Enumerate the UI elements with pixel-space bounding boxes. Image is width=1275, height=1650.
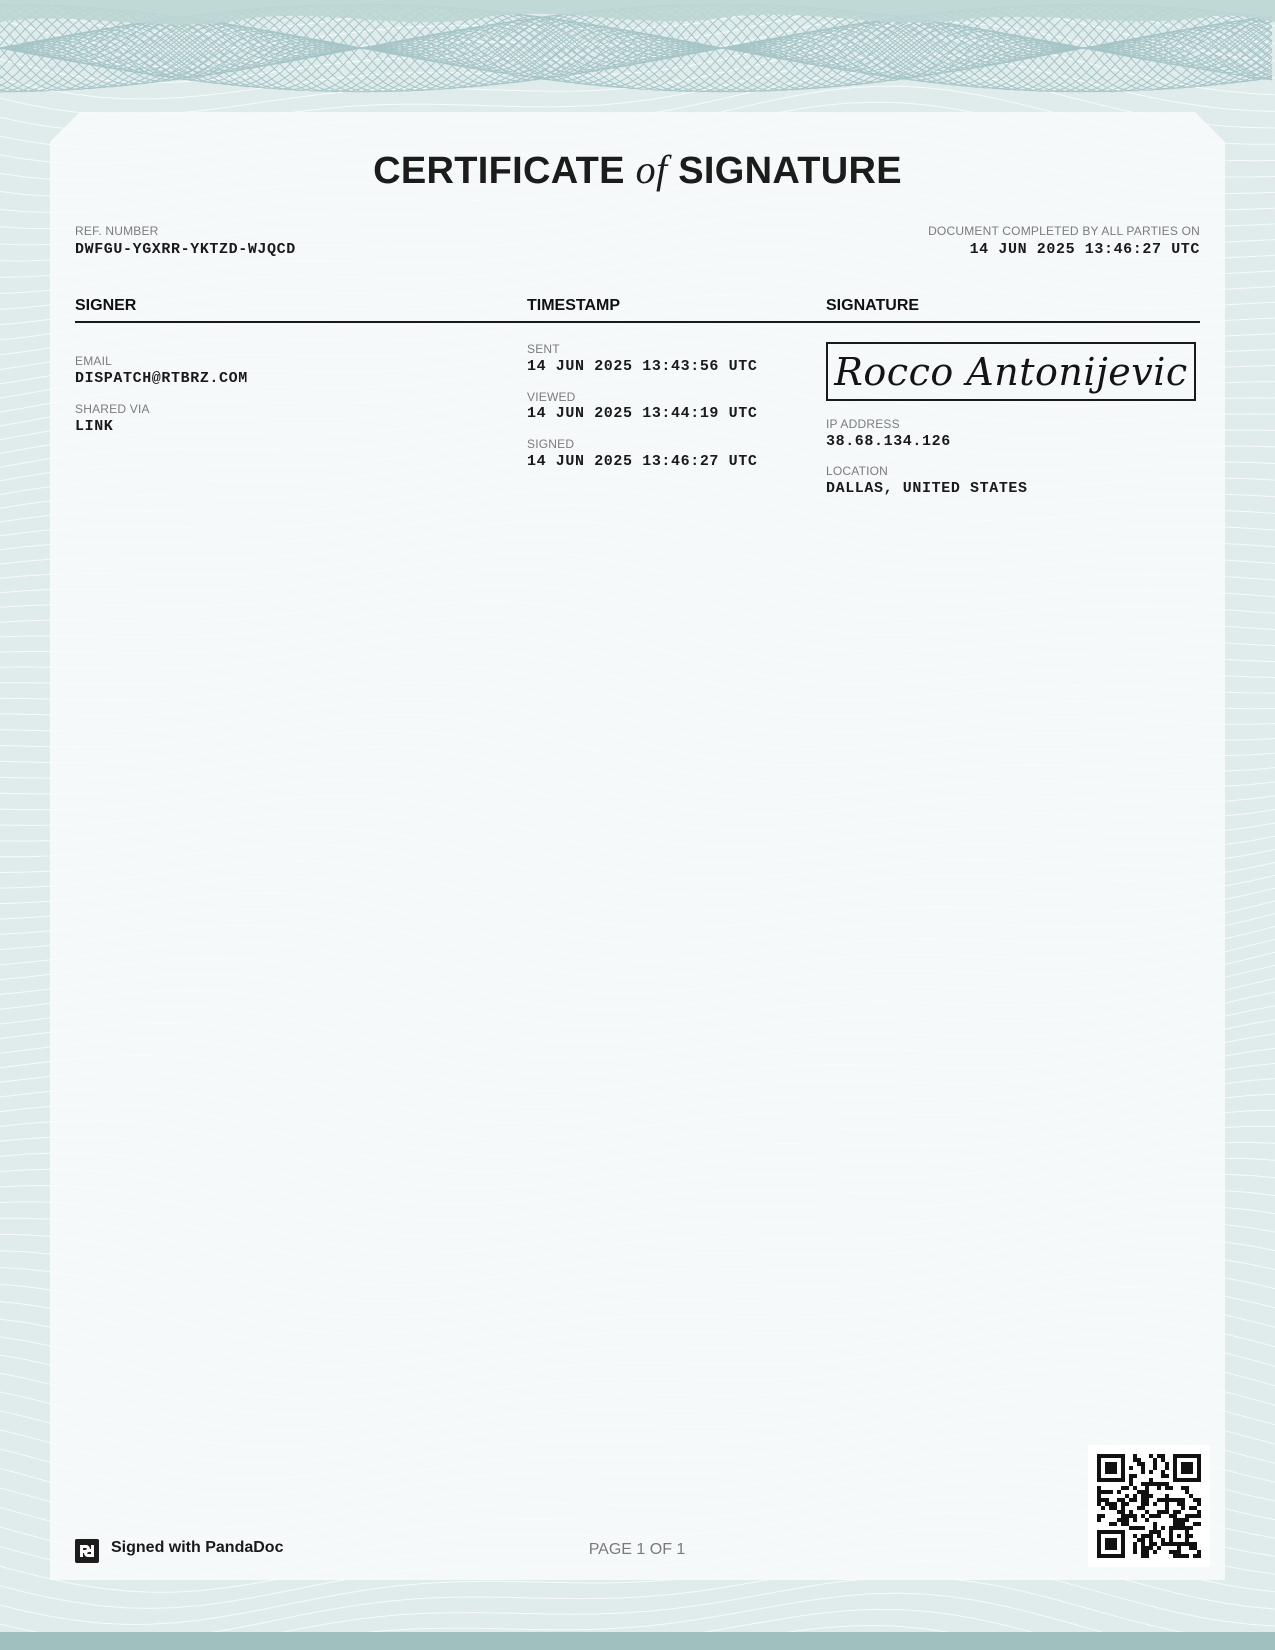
shared-via-value: LINK	[75, 418, 114, 435]
sent-label: SENT	[527, 342, 560, 356]
title-signature: SIGNATURE	[678, 150, 902, 192]
pandadoc-logo-icon	[75, 1539, 99, 1563]
signature-column-header: SIGNATURE	[826, 297, 920, 314]
signed-label: SIGNED	[527, 437, 575, 451]
page-title	[0, 146, 1275, 193]
qr-code-icon	[1088, 1445, 1210, 1567]
location-label: LOCATION	[826, 464, 889, 478]
viewed-value: 14 JUN 2025 13:44:19 UTC	[527, 405, 758, 422]
page-number: PAGE 1 OF 1	[588, 1541, 686, 1558]
title-certificate: CERTIFICATE	[373, 150, 625, 192]
signer-column-header: SIGNER	[75, 297, 137, 314]
timestamp-column-header: TIMESTAMP	[527, 297, 621, 314]
shared-via-label: SHARED VIA	[75, 402, 150, 416]
ref-number-value: DWFGU-YGXRR-YKTZD-WJQCD	[75, 241, 296, 258]
location-value: DALLAS, UNITED STATES	[826, 480, 1028, 497]
title-of: of	[635, 147, 668, 192]
ref-number-label: REF. NUMBER	[75, 224, 159, 238]
email-value: DISPATCH@RTBRZ.COM	[75, 370, 248, 387]
header-divider	[75, 321, 1200, 323]
viewed-label: VIEWED	[527, 390, 576, 404]
ip-address-label: IP ADDRESS	[826, 417, 900, 431]
ip-address-value: 38.68.134.126	[826, 433, 951, 450]
signed-value: 14 JUN 2025 13:46:27 UTC	[527, 453, 758, 470]
certificate-panel	[50, 112, 1225, 1580]
signed-with-pandadoc: Signed with PandaDoc	[111, 1539, 284, 1556]
bottom-band	[0, 1632, 1275, 1650]
sent-value: 14 JUN 2025 13:43:56 UTC	[527, 358, 758, 375]
signature-name: Rocco Antonijevic	[834, 349, 1188, 394]
completed-value: 14 JUN 2025 13:46:27 UTC	[969, 241, 1200, 258]
completed-label: DOCUMENT COMPLETED BY ALL PARTIES ON	[928, 224, 1200, 238]
email-label: EMAIL	[75, 354, 113, 368]
signature-box	[826, 342, 1196, 401]
